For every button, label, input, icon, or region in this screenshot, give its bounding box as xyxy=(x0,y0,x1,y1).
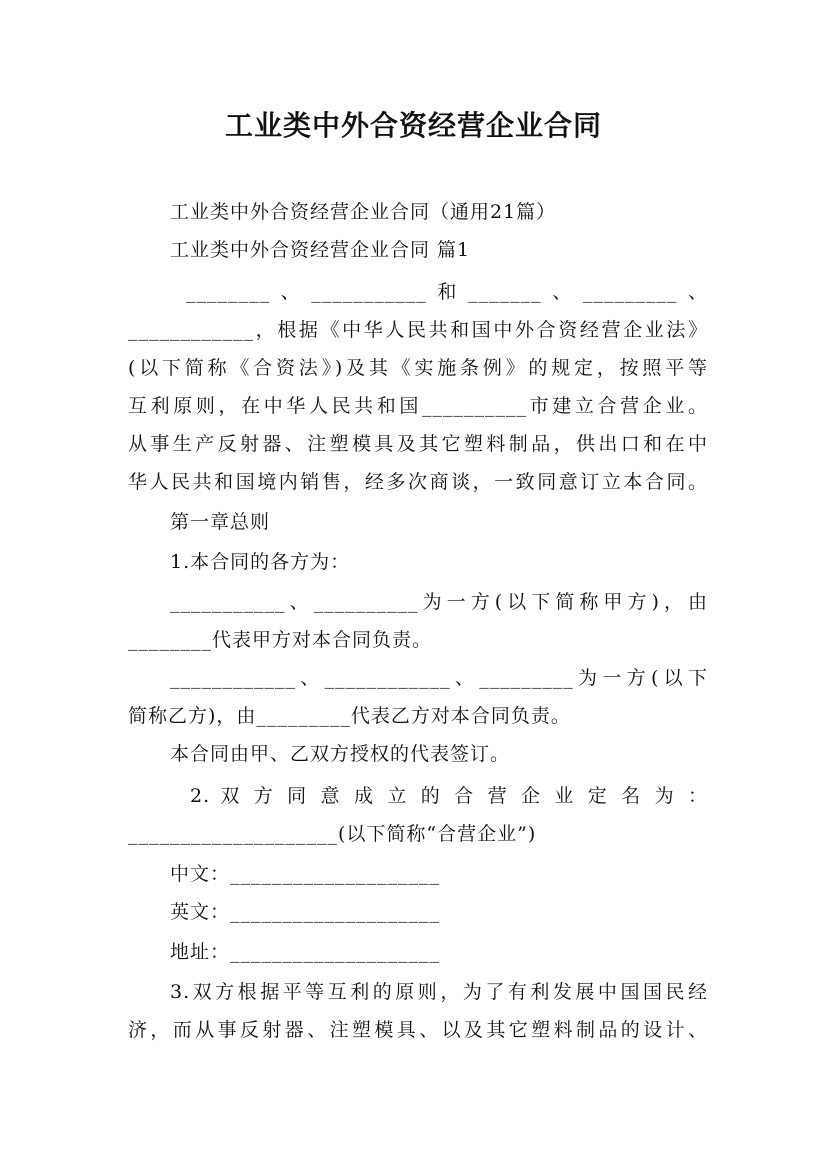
paragraph-line: ____________，根据《中华人民共和国中外合资经营企业法》 xyxy=(128,319,708,341)
paragraph-line: 华人民共和国境内销售，经多次商谈，一致同意订立本合同。 xyxy=(128,471,708,493)
paragraph-line: ____________、____________、_________为一方(以下 xyxy=(170,667,708,689)
paragraph-line: (以下简称《合资法》)及其《实施条例》的规定，按照平等 xyxy=(128,357,708,379)
paragraph-line: 互利原则，在中华人民共和国__________市建立合营企业。 xyxy=(128,395,708,417)
field-address: 地址：____________________ xyxy=(170,941,441,963)
field-chinese-name: 中文：____________________ xyxy=(170,863,441,885)
paragraph-line: ____________________(以下简称“合营企业”) xyxy=(128,823,537,845)
paragraph-line: 简称乙方)，由_________代表乙方对本合同负责。 xyxy=(128,705,571,727)
document-title: 工业类中外合资经营企业合同 xyxy=(224,109,602,142)
paragraph-line: 3.双方根据平等互利的原则，为了有利发展中国国民经 xyxy=(170,981,708,1003)
clause-line: 2. 双 方 同 意 成 立 的 合 营 企 业 定 名 为 ： xyxy=(190,785,708,807)
paragraph-line: ________代表甲方对本合同负责。 xyxy=(128,629,433,651)
paragraph-line: 济，而从事反射器、注塑模具、以及其它塑料制品的设计、 xyxy=(128,1019,708,1041)
clause-heading: 1.本合同的各方为： xyxy=(170,551,351,573)
paragraph-line: ___________、__________为一方(以下简称甲方)，由 xyxy=(170,591,708,613)
chapter-heading: 第一章总则 xyxy=(170,511,271,533)
section-heading-1: 工业类中外合资经营企业合同 篇1 xyxy=(170,239,471,261)
paragraph-line: 从事生产反射器、注塑模具及其它塑料制品，供出口和在中 xyxy=(128,433,708,455)
field-english-name: 英文：____________________ xyxy=(170,901,441,923)
paragraph-line: ________、___________和_______、_________、 xyxy=(186,281,708,303)
paragraph-line: 本合同由甲、乙双方授权的代表签订。 xyxy=(170,743,511,765)
subtitle-line: 工业类中外合资经营企业合同（通用21篇） xyxy=(170,201,557,223)
